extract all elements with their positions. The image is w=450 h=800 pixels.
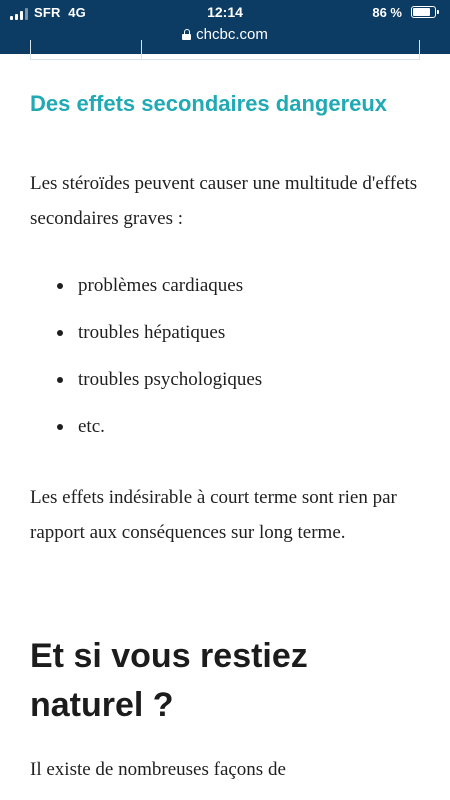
next-paragraph: Il existe de nombreuses façons de (30, 759, 286, 780)
bullet-icon (57, 330, 63, 336)
network-type: 4G (68, 5, 86, 20)
bullet-icon (57, 424, 63, 430)
intro-paragraph: Les stéroïdes peuvent causer une multitude d'effets secondaires graves : (30, 173, 418, 229)
list-item (30, 268, 420, 315)
battery-level-fill (413, 8, 430, 16)
list-item-text: problèmes cardiaques (78, 275, 244, 296)
section-heading: Des effets secondaires dangereux (30, 91, 388, 116)
page-url[interactable]: chcbc.com (196, 26, 268, 43)
list-item (30, 362, 420, 409)
bullet-icon (57, 377, 63, 383)
status-time: 12:14 (207, 4, 243, 20)
status-bar (0, 0, 450, 26)
battery-percentage: 86 % (372, 5, 402, 20)
list-item (30, 315, 420, 362)
table-bottom-edge (30, 40, 420, 60)
list-item-text: troubles psychologiques (78, 369, 263, 390)
table-column-divider (141, 40, 142, 59)
conclusion-paragraph: Les effets indésirable à court terme sont rien par rapport aux conséquences sur long terme. (30, 487, 397, 543)
main-heading: Et si vous restiez naturel ? (30, 637, 308, 724)
list-item-text: troubles hépatiques (78, 322, 226, 343)
list-item (30, 409, 420, 456)
battery-icon (411, 6, 436, 18)
bullet-icon (57, 283, 63, 289)
carrier-name: SFR (34, 5, 61, 20)
side-effects-list (30, 268, 420, 456)
list-item-text: etc. (78, 416, 105, 437)
lock-icon (182, 29, 191, 40)
